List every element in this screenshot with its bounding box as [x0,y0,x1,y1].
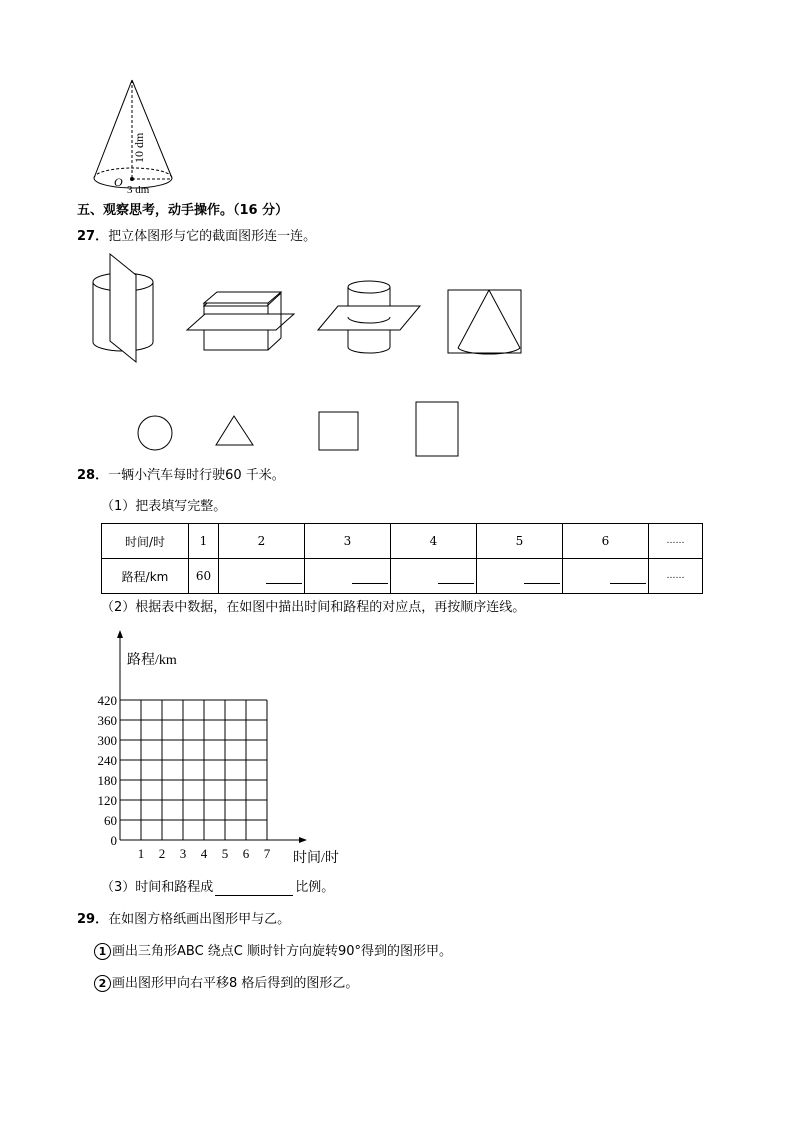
answer-blank-cell[interactable] [305,559,391,594]
q29-item2 [94,975,358,992]
cylinder-horizontal-plane [318,281,420,353]
table-cell: …… [649,524,703,559]
table-cell: …… [649,559,703,594]
answer-blank-cell[interactable] [391,559,477,594]
table-row [102,524,703,559]
table-cell: 2 [219,524,305,559]
question-28 [77,468,285,484]
question-text: 在如图方格纸画出图形甲与乙。 [108,912,291,927]
time-distance-chart[interactable] [90,630,360,870]
q29-item1-text: 画出三角形ABC 绕点C 顺时针方向旋转90°得到的图形甲。 [112,944,453,959]
y-tick-label: 180 [97,773,117,788]
chart-grid [120,700,267,840]
x-tick-label: 2 [158,846,166,861]
table-cell: 60 [189,559,219,594]
x-tick-label: 6 [242,846,250,861]
table-cell: 4 [391,524,477,559]
cuboid-horizontal-plane [187,287,294,350]
x-tick-label: 7 [263,846,271,861]
cross-sections-row [130,395,470,465]
table-cell: 5 [477,524,563,559]
table-header-distance: 路程/km [102,559,189,594]
rectangle-shape [416,402,458,456]
cone-center-label: O [114,175,123,189]
x-tick-label: 1 [137,846,145,861]
square-shape [319,412,358,450]
y-tick-label: 240 [97,753,117,768]
y-axis-label: 路程/km [127,653,177,668]
q29-item2-text: 画出图形甲向右平移8 格后得到的图形乙。 [112,976,359,991]
q28-part2: （2）根据表中数据，在如图中描出时间和路程的对应点，再按顺序连线。 [101,600,526,615]
question-27 [77,229,316,245]
y-tick-label: 60 [104,813,117,828]
q28-part3-after: 比例。 [295,880,335,895]
q28-part3-before: （3）时间和路程成 [101,880,214,895]
answer-blank-cell[interactable] [219,559,305,594]
question-29 [77,912,290,928]
cone-figure [85,75,185,200]
cylinder-vertical-plane [93,254,153,362]
y-tick-label: 360 [97,713,117,728]
q28-part1: （1）把表填写完整。 [101,499,227,514]
x-tick-label: 5 [221,846,229,861]
question-number: 29． [77,912,109,927]
circled-number-2: 2 [94,975,111,992]
x-tick-label: 3 [179,846,187,861]
triangle-shape [216,416,253,445]
proportion-answer-blank[interactable] [215,881,293,896]
table-cell: 3 [305,524,391,559]
cone-vertical-plane [448,290,521,354]
y-tick-label: 120 [97,793,117,808]
cone-radius-label: 3 dm [127,184,150,196]
y-tick-label: 300 [97,733,117,748]
q29-item1 [94,943,452,960]
cone-height-label: 10 dm [132,132,146,163]
table-cell: 1 [189,524,219,559]
question-text: 把立体图形与它的截面图形连一连。 [108,229,317,244]
table-row [102,559,703,594]
q28-part3 [101,880,334,896]
x-axis-label: 时间/时 [293,851,339,866]
table-header-time: 时间/时 [102,524,189,559]
answer-blank-cell[interactable] [477,559,563,594]
circle-shape [138,416,172,450]
section-heading: 五、观察思考，动手操作。（16 分） [77,203,289,218]
circled-number-1: 1 [94,943,111,960]
y-tick-label: 420 [97,693,117,708]
time-distance-table [101,523,703,594]
x-tick-label: 4 [200,846,208,861]
answer-blank-cell[interactable] [563,559,649,594]
y-tick-label: 0 [110,833,117,848]
table-cell: 6 [563,524,649,559]
question-number: 27． [77,229,109,244]
question-text: 一辆小汽车每时行驶60 千米。 [108,468,285,483]
solids-row [80,250,540,365]
question-number: 28． [77,468,109,483]
